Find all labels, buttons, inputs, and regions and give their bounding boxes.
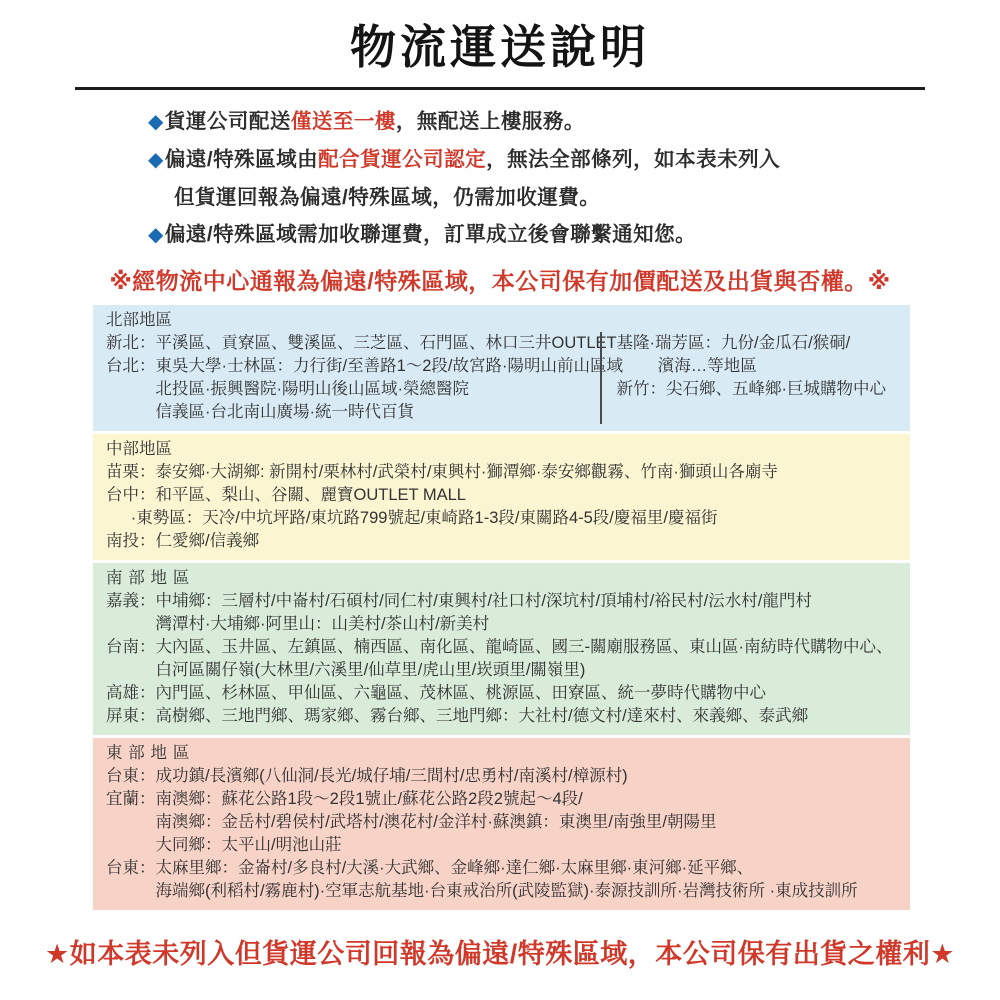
region-line: 大同鄉：太平山/明池山莊	[155, 836, 342, 855]
note-item	[148, 141, 940, 179]
title-divider	[75, 87, 925, 90]
region-line: 北投區·振興醫院·陽明山後山區域·榮總醫院	[155, 380, 469, 399]
region-name: 中部地區	[106, 440, 172, 459]
region-name: 南部地區	[106, 569, 196, 588]
region-line: 信義區·台北南山廣場·統一時代百貨	[155, 403, 414, 422]
bottom-warning-text: ★如本表未列入但貨運公司回報為偏遠/特殊區域，本公司保有出貨之權利★	[45, 939, 955, 970]
region-column-right	[600, 332, 902, 424]
region-south	[93, 563, 910, 735]
region-line: 台東：太麻里鄉：金崙村/多良村/大溪·大武鄉、金峰鄉·達仁鄉·太麻里鄉·東河鄉·延平鄉、	[106, 859, 754, 878]
region-line: 南投：仁愛鄉/信義鄉	[106, 532, 260, 551]
region-line: ·東勢區：天冷/中坑坪路/東坑路799號起/東崎路1-3段/東關路4-5段/慶福里/慶福街	[130, 509, 718, 528]
region-line: 台南：大內區、玉井區、左鎮區、楠西區、南化區、龍崎區、國三-關廟服務區、東山區·南紡時代購物中心、	[106, 638, 893, 657]
diamond-bullet-icon: ◆	[148, 224, 164, 247]
note-highlight-text: 僅送至一樓	[290, 110, 396, 134]
note-item	[148, 103, 940, 141]
region-line: 台東：成功鎮/長濱鄉(八仙洞/長光/城仔埔/三間村/忠勇村/南溪村/樟源村)	[106, 767, 628, 786]
note-highlight-text: 配合貨運公司認定	[318, 148, 487, 172]
region-line: 白河區關仔嶺(大林里/六溪里/仙草里/虎山里/崁頭里/關嶺里)	[155, 661, 586, 680]
region-line: 苗栗：泰安鄉·大湖鄉: 新開村/栗林村/武榮村/東興村·獅潭鄉·泰安鄉觀霧、竹南·獅頭山各廟寺	[106, 463, 778, 482]
region-line: 濱海…等地區	[657, 357, 757, 376]
note-text: 貨運公司配送	[164, 110, 291, 134]
note-text: ，無配送上樓服務。	[395, 110, 585, 134]
region-line: 高雄：內門區、杉林區、甲仙區、六龜區、茂林區、桃源區、田寮區、統一夢時代購物中心	[106, 684, 766, 703]
region-central	[93, 434, 910, 560]
note-text: 偏遠/特殊區域需加收聯運費，訂單成立後會聯繫通知您。	[164, 223, 697, 247]
note-text: 偏遠/特殊區域由	[164, 148, 319, 172]
page-title: 物流運送說明	[350, 21, 650, 73]
region-line: 台北：東吳大學·士林區：力行街/至善路1～2段/故宮路·陽明山前山區域	[106, 357, 624, 376]
region-line: 嘉義：中埔鄉：三層村/中崙村/石碩村/同仁村/東興村/社口村/深坑村/頂埔村/裕民村/沄水村/龍門村	[106, 592, 812, 611]
region-column-left	[106, 332, 624, 424]
note-item	[148, 216, 940, 254]
diamond-bullet-icon: ◆	[148, 111, 164, 134]
region-columns	[106, 332, 902, 424]
note-text: ，無法全部條列，如本表未列入	[486, 148, 781, 172]
region-line: 基隆·瑞芳區：九份/金瓜石/猴硐/	[616, 334, 851, 353]
region-line: 新竹：尖石鄉、五峰鄉·巨城購物中心	[616, 380, 887, 399]
notes-list	[148, 103, 940, 254]
region-line: 南澳鄉：金岳村/碧侯村/武塔村/澳花村/金洋村·蘇澳鎮：東澳里/南強里/朝陽里	[155, 813, 717, 832]
region-name: 北部地區	[106, 311, 172, 330]
top-warning-text: ※經物流中心通報為偏遠/特殊區域，本公司保有加價配送及出貨與否權。※	[109, 268, 891, 295]
regions-table	[93, 305, 910, 910]
region-line: 灣潭村·大埔鄉·阿里山：山美村/茶山村/新美村	[155, 615, 490, 634]
region-east	[93, 738, 910, 910]
region-line: 台中：和平區、梨山、谷關、麗寶OUTLET MALL	[106, 486, 466, 505]
diamond-bullet-icon: ◆	[148, 149, 164, 172]
region-line: 屏東：高樹鄉、三地門鄉、瑪家鄉、霧台鄉、三地門鄉：大社村/德文村/達來村、來義鄉、泰武鄉	[106, 707, 809, 726]
note-item-continuation	[148, 179, 940, 216]
region-line: 新北：平溪區、貢寮區、雙溪區、三芝區、石門區、林口三井OUTLET	[106, 334, 617, 353]
region-line: 宜蘭：南澳鄉：蘇花公路1段～2段1號止/蘇花公路2段2號起～4段/	[106, 790, 583, 809]
region-line: 海端鄉(利稻村/霧鹿村)·空軍志航基地·台東戒治所(武陵監獄)·泰源技訓所·岩灣技術所 ·東成技訓所	[155, 882, 858, 901]
region-north	[93, 305, 910, 431]
region-name: 東部地區	[106, 744, 196, 763]
note-text: 但貨運回報為偏遠/特殊區域，仍需加收運費。	[174, 186, 601, 210]
